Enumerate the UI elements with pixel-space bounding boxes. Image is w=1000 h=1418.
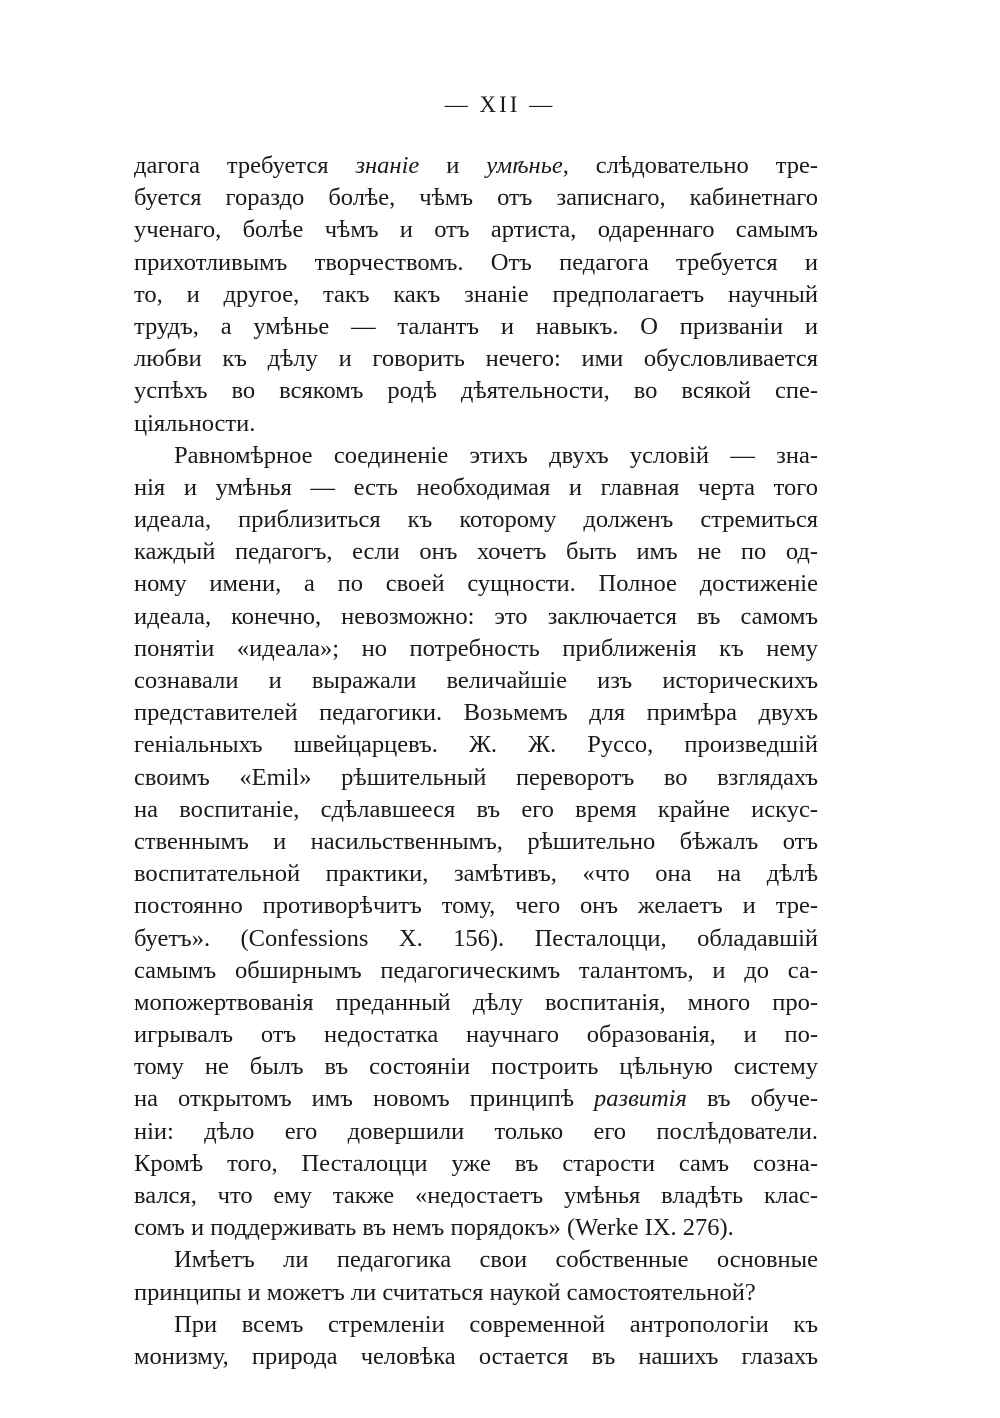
page-number-header: — XII — (444, 92, 556, 117)
text-line (134, 633, 818, 665)
text-segment: ученаго, болѣе чѣмъ и отъ артиста, одареннаго самымъ (134, 216, 818, 244)
text-segment: каждый педагогъ, если онъ хочетъ быть имъ не по од- (134, 538, 818, 566)
text-line (134, 697, 818, 729)
text-segment: ніи: дѣло его довершили только его послѣдователи. (134, 1117, 818, 1145)
text-segment: идеала, конечно, невозможно: это заключается въ самомъ (134, 602, 818, 630)
text-line (134, 794, 818, 826)
text-line (134, 923, 818, 955)
text-segment: Равномѣрное соединеніе этихъ двухъ условій — зна- (174, 441, 818, 469)
text-line (134, 762, 818, 794)
text-line (134, 279, 818, 311)
text-line (134, 536, 818, 568)
text-line (134, 1309, 818, 1341)
text-line (134, 408, 818, 440)
text-segment: представителей педагогики. Возьмемъ для примѣра двухъ (134, 699, 818, 727)
text-segment: монизму, природа человѣка остается въ нашихъ глазахъ (134, 1342, 818, 1370)
italic-text: знаніе (355, 152, 420, 179)
text-line (134, 182, 818, 214)
text-segment: понятіи «идеала»; но потребность приближенія къ нему (134, 634, 818, 662)
text-line (134, 247, 818, 279)
text-line (134, 1341, 818, 1373)
text-segment: буетъ». (Confessions X. 156). Песталоцци, обладавшій (134, 924, 818, 952)
text-segment: мопожертвованія преданный дѣлу воспитанія, много про- (134, 988, 818, 1016)
text-line (134, 1180, 818, 1212)
text-line (134, 987, 818, 1019)
text-segment: буется гораздо болѣе, чѣмъ отъ записнаго, кабинетнаго (134, 184, 818, 212)
text-segment: на воспитаніе, сдѣлавшееся въ его время крайне искус- (134, 795, 818, 823)
text-segment: прихотливымъ творчествомъ. Отъ педагога требуется и (134, 248, 818, 276)
text-line (134, 665, 818, 697)
text-line (134, 504, 818, 536)
text-segment: геніальныхъ швейцарцевъ. Ж. Ж. Руссо, произведшій (134, 731, 818, 759)
text-line (134, 729, 818, 761)
text-segment: любви къ дѣлу и говорить нечего: ими обусловливается (134, 345, 818, 373)
text-segment: ціяльности. (134, 409, 256, 437)
text-line (134, 311, 818, 343)
text-line (134, 568, 818, 600)
text-segment: сознавали и выражали величайшіе изъ историческихъ (134, 667, 818, 694)
text-line (134, 1116, 818, 1148)
text-segment: вался, что ему также «недостаетъ умѣнья владѣть клас- (134, 1182, 818, 1209)
text-segment: сомъ и поддерживать въ немъ порядокъ» (Werke IX. 276). (134, 1214, 734, 1242)
text-line (134, 601, 818, 633)
text-segment: то, и другое, такъ какъ знаніе предполагаетъ научный (134, 280, 818, 308)
text-segment: игрывалъ отъ недостатка научнаго образованія, и по- (134, 1021, 818, 1049)
text-segment: дагога требуется (134, 152, 356, 179)
text-line (134, 472, 818, 504)
text-line (134, 1019, 818, 1051)
text-segment: , слѣдовательно тре- (562, 152, 818, 179)
text-segment: Кромѣ того, Песталоцци уже въ старости самъ созна- (134, 1149, 818, 1177)
text-line (134, 1148, 818, 1180)
text-line (134, 1083, 818, 1115)
text-segment: принципы и можетъ ли считаться наукой самостоятельной? (134, 1278, 756, 1306)
text-line (134, 1051, 818, 1083)
text-segment: трудъ, а умѣнье — талантъ и навыкъ. О призваніи и (134, 312, 818, 340)
text-line (134, 343, 818, 375)
body-text (134, 150, 818, 1373)
text-segment: тому не былъ въ состояніи построить цѣльную систему (134, 1053, 818, 1081)
text-segment: ному имени, а по своей сущности. Полное достиженіе (134, 570, 818, 598)
text-line (134, 440, 818, 472)
text-segment: въ обуче- (686, 1085, 818, 1113)
text-line (134, 375, 818, 407)
italic-text: умѣнье (486, 152, 563, 179)
text-line (134, 858, 818, 890)
text-segment: постоянно противорѣчитъ тому, чего онъ желаетъ и тре- (134, 892, 818, 920)
text-segment: на открытомъ имъ новомъ принципѣ (134, 1085, 595, 1113)
text-line (134, 150, 818, 182)
text-segment: ственнымъ и насильственнымъ, рѣшительно бѣжалъ отъ (134, 827, 818, 855)
text-segment: нія и умѣнья — есть необходимая и главная черта того (134, 473, 818, 501)
text-segment: воспитательной практики, замѣтивъ, «что она на дѣлѣ (134, 860, 818, 888)
text-line (134, 1277, 818, 1309)
text-segment: самымъ обширнымъ педагогическимъ талантомъ, и до са- (134, 956, 818, 984)
text-line (134, 826, 818, 858)
text-segment: Имѣетъ ли педагогика свои собственные основные (174, 1246, 818, 1274)
text-line (134, 1244, 818, 1276)
text-line (134, 955, 818, 987)
text-line (134, 1212, 818, 1244)
text-segment: При всемъ стремленіи современной антропологіи къ (174, 1310, 818, 1338)
text-line (134, 214, 818, 246)
text-line (134, 890, 818, 922)
text-segment: и (419, 152, 487, 179)
text-segment: успѣхъ во всякомъ родѣ дѣятельности, во всякой спе- (134, 377, 818, 405)
text-segment: идеала, приблизиться къ которому долженъ стремиться (134, 506, 818, 534)
italic-text: развитія (594, 1085, 687, 1113)
text-segment: своимъ «Emil» рѣшительный переворотъ во взглядахъ (134, 763, 818, 791)
